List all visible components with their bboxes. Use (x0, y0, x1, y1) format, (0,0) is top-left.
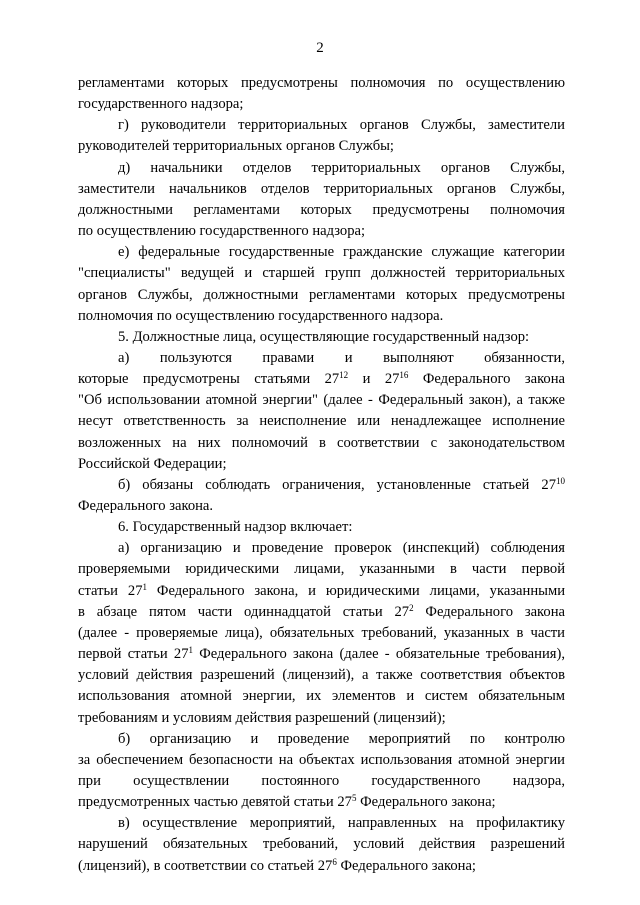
text-line (118, 475, 565, 495)
text-line: б) организацию и проведение мероприятий по контролю (118, 730, 565, 747)
text-run: Федерального закона; (336, 857, 476, 874)
text-run: предусмотренных частью девятой статьи 27 (78, 794, 352, 811)
page-number: 2 (316, 40, 324, 56)
text-run: Федерального закона, и юридическими лицами, указанными (147, 582, 566, 599)
text-line: за обеспечением безопасности на объектах использования атомной энергии (78, 751, 565, 768)
text-line: е) федеральные государственные гражданские служащие категории (118, 244, 565, 261)
text-line: полномочия по осуществлению государственного надзора. (78, 307, 444, 324)
text-run: Федерального закона; (356, 794, 496, 811)
text-line: государственного надзора; (78, 96, 244, 113)
text-line: должностными регламентами которых предусмотрены полномочия (78, 201, 565, 218)
text-line: г) руководители территориальных органов Службы, заместители (118, 117, 565, 134)
text-line: нарушений обязательных требований, условий действия разрешений (78, 836, 565, 853)
text-line: несут ответственность за неисполнение или ненадлежащее исполнение (78, 413, 565, 430)
text-line: руководителей территориальных органов Службы; (78, 138, 394, 155)
text-line: требованиям и условиям действия разрешений (лицензий); (78, 709, 446, 726)
text-line: а) организацию и проведение проверок (инспекций) соблюдения (118, 540, 565, 557)
text-line: 5. Должностные лица, осуществляющие государственный надзор: (118, 328, 530, 345)
text-run: которые предусмотрены статьями 27 (78, 371, 340, 388)
superscript: 2 (409, 602, 414, 613)
text-line (78, 369, 565, 389)
text-line: возложенных на них полномочий в соответствии с законодательством (78, 434, 565, 451)
text-run: б) обязаны соблюдать ограничения, установленные статьей 27 (118, 476, 556, 493)
superscript: 1 (142, 581, 147, 592)
text-line: заместители начальников отделов территориальных органов Службы, (78, 180, 565, 197)
superscript: 12 (339, 370, 349, 381)
text-line: по осуществлению государственного надзора; (78, 223, 366, 240)
text-line (78, 792, 565, 812)
text-line: 6. Государственный надзор включает: (118, 519, 353, 536)
text-run: в абзаце пятом части одиннадцатой статьи 27 (78, 603, 410, 620)
text-line: а) пользуются правами и выполняют обязанности, (118, 349, 565, 366)
superscript: 6 (332, 856, 337, 867)
text-line: использования атомной энергии, их элементов и систем обязательным (78, 688, 565, 705)
text-run: первой статьи 27 (78, 646, 189, 663)
text-line: Российской Федерации; (78, 455, 227, 472)
superscript: 10 (556, 475, 565, 486)
superscript: 1 (188, 645, 194, 656)
text-line: "специалисты" ведущей и старшей групп должностей территориальных (78, 265, 565, 282)
text-line: д) начальники отделов территориальных органов Службы, (118, 159, 565, 176)
text-line: Федерального закона. (78, 498, 214, 514)
text-run: (лицензий), в соответствии со статьей 27 (78, 857, 333, 874)
text-run: Федерального закона (далее - обязательные требования), (193, 646, 565, 663)
text-run: и 27 (348, 371, 400, 388)
superscript: 5 (351, 793, 357, 804)
text-line: регламентами которых предусмотрены полномочия по осуществлению (78, 75, 565, 91)
text-line: органов Службы, должностными регламентами которых предусмотрены (78, 286, 565, 303)
text-run: Федерального закона (408, 371, 566, 388)
text-line (78, 644, 565, 664)
text-line: при осуществлении постоянного государственного надзора, (78, 772, 565, 789)
text-line: условий действия разрешений (лицензий), а также соответствия объектов (78, 667, 565, 684)
text-line: "Об использовании атомной энергии" (далее - Федеральный закон), а также (78, 392, 565, 409)
text-line: в) осуществление мероприятий, направленных на профилактику (118, 815, 565, 832)
text-run: Федерального закона (413, 603, 565, 620)
text-line (78, 581, 565, 601)
text-line (78, 602, 565, 622)
superscript: 16 (399, 370, 409, 381)
text-line: (далее - проверяемые лица), обязательных требований, указанных в части (78, 624, 565, 641)
text-run: статьи 27 (78, 582, 143, 599)
text-line (78, 856, 565, 876)
text-line: проверяемыми юридическими лицами, указанными в части первой (78, 561, 565, 578)
